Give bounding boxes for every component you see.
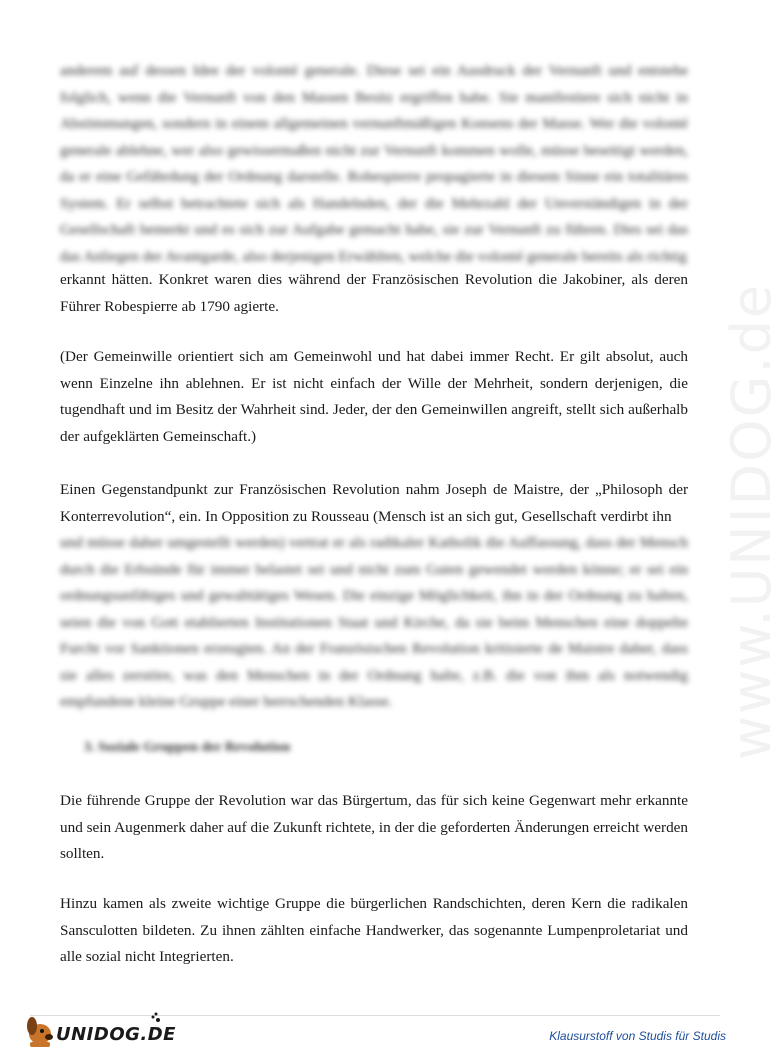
section-heading-blurred: 3. Soziale Gruppen der Revolution <box>84 740 291 755</box>
footer-tagline: Klausurstoff von Studis für Studis <box>549 1029 726 1043</box>
paragraph-1-visible: erkannt hätten. Konkret waren dies während der Französischen Revolution die Jakobiner, als deren Führer Robespierre ab 1790 agierte. <box>60 271 688 315</box>
paragraph-1-blurred: anderem auf dessen Idee der volonté generale. Diese sei ein Ausdruck der Vernunft und entstehe folglich, wenn die Vernunft von den Massen Besitz ergriffen habe. Sie manifestiere sich nicht in Abstimmungen, sondern in einem allgemeinen vernunftmäßigen Konsens der Masse. Wer die volonté generale ablehne, wer also gewissermaßen nicht zur Vernunft kommen wolle, müsse beseitigt werden, da er eine Gefährdung der Ordnung darstelle. Robespierre propagierte in diesem Sinne ein totalitäres System. Er selbst betrachtete sich als Handelnden, der die Mehrzahl der Unverständigen in der Gesellschaft bemerkt und es sich zur Aufgabe gemacht habe, sie zur Vernunft zu führen. Dies sei das das Anliegen der Avantgarde, also derjenigen Erwählten, welche die volonté generale bereits als richtig <box>60 62 688 265</box>
paragraph-5: Hinzu kamen als zweite wichtige Gruppe die bürgerlichen Randschichten, deren Kern die radikalen Sansculotten bildeten. Zu ihnen zählten einfache Handwerker, das sogenannte Lumpenproletariat und alle sozial nicht Integrierten. <box>60 895 688 965</box>
paragraph-3-visible: Einen Gegenstandpunkt zur Französischen Revolution nahm Joseph de Maistre, der „Philosoph der Konterrevolution“, ein. In Opposition zu Rousseau (Mensch ist an sich gut, Gesellschaft verdirbt ihn <box>60 481 688 525</box>
logo-wordmark: UNIDOG.DE <box>56 1024 176 1045</box>
paragraph-3-blurred: und müsse daher umgestellt werden) vertrat er als radikaler Katholik die Auffassung, dass der Mensch durch die Erbsünde für immer belastet sei und nicht zum Guten gewendet werden könne; er sei ein ordnungsunfähiges und gewalttätiges Wesen. Die einzige Möglichkeit, ihn in der Ordnung zu halten, seien die von Gott etablierten Institutionen Staat und Kirche, da sie beim Menschen eine doppelte Furcht vor Sanktionen erzeugten. An der Französischen Revolution kritisierte de Maistre daher, dass sie alles zerstöre, was den Menschen in der Ordnung halte, z.B. die von ihm als notwendig empfundene kleine Gruppe einer herrschenden Klasse. <box>60 534 688 710</box>
paragraph-4: Die führende Gruppe der Revolution war das Bürgertum, das für sich keine Gegenwart mehr erkannte und sein Augenmerk daher auf die Zukunft richtete, in der die geforderten Änderungen erreicht werden sollten. <box>60 792 688 862</box>
paragraph-2: (Der Gemeinwille orientiert sich am Gemeinwohl und hat dabei immer Recht. Er gilt absolut, auch wenn Einzelne ihn ablehnen. Er ist nicht einfach der Wille der Mehrheit, sondern derjenigen, die tugendhaft und im Besitz der Wahrheit sind. Jeder, der den Gemeinwillen angreift, stellt sich außerhalb der aufgeklärten Gemeinschaft.) <box>60 348 688 445</box>
document-page: www.UNIDOG.de anderem auf dessen Idee der volonté generale. Diese sei ein Ausdruck der Vernunft und entstehe folglich, wenn die Vernunft von den Massen Besitz ergriffen habe. Sie manifestiere sich nicht in Abstimmungen, sondern in einem allgemeinen vernunftmäßigen Konsens der Masse. Wer die volonté generale ablehne, wer also gewissermaßen nicht zur Vernunft kommen wolle, müsse beseitigt werden, da er eine Gefährdung der Ordnung darstelle. Robespierre propagierte in diesem Sinne ein totalitäres System. Er selbst betrachtete sich als Handelnden, der die Mehrzahl der Unverständigen in der Gesellschaft bemerkt und es sich zur Aufgabe gemacht habe, sie zur Vernunft zu führen. Dies sei das das Anliegen der Avantgarde, also derjenigen Erwählten, welche die volonté generale bereits als richtig erkannt hätten. Konkret waren dies während der Französischen Revolution die Jakobiner, als deren Führer Robespierre ab 1790 agierte. (Der Gemeinwille orientiert sich am Gemeinwohl und hat dabei immer Recht. Er gilt absolut, auch wenn Einzelne ihn ablehnen. Er ist nicht einfach der Wille der Mehrheit, sondern derjenigen, die tugendhaft und im Besitz der Wahrheit sind. Jeder, der den Gemeinwillen angreift, stellt sich außerhalb der aufgeklärten Gemeinschaft.) Einen Gegenstandpunkt zur Französischen Revolution nahm Joseph de Maistre, der „Philosoph der Konterrevolution“, ein. In Opposition zu Rousseau (Mensch ist an sich gut, Gesellschaft verdirbt ihn und müsse daher umgestellt werden) vertrat er als radikaler Katholik die Auffassung, dass der Mensch durch die Erbsünde für immer belastet sei und nicht zum Guten gewendet werden könne; er sei ein ordnungsunfähiges und gewalttätiges Wesen. Die einzige Möglichkeit, ihn in der Ordnung zu halten, seien die von Gott etablierten Institutionen Staat und Kirche, da sie beim Menschen eine doppelte Furcht vor Sanktionen erzeugten. An der Französischen Revolution kritisierte de Maistre daher, dass sie alles zerstöre, was den Menschen in der Ordnung halte, z.B. die von ihm als notwendig empfundene kleine Gruppe einer herrschenden Klasse. 3. Soziale Gruppen der Revolution Die führende Gruppe der Revolution war das Bürgertum, das für sich keine Gegenwart mehr erkannte und sein Augenmerk daher auf die Zukunft richtete, in der die geforderten Änderungen erreicht werden sollten. Hinzu kamen als zweite wichtige Gruppe die bürgerlichen Randschichten, deren Kern die radikalen Sansculotten bildeten. Zu ihnen zählten einfache Handwerker, das sogenannte Lumpenproletariat und alle sozial nicht Integrierten. UNIDOG.DE Klausurstoff von Studis für Studis <box>0 0 750 1060</box>
